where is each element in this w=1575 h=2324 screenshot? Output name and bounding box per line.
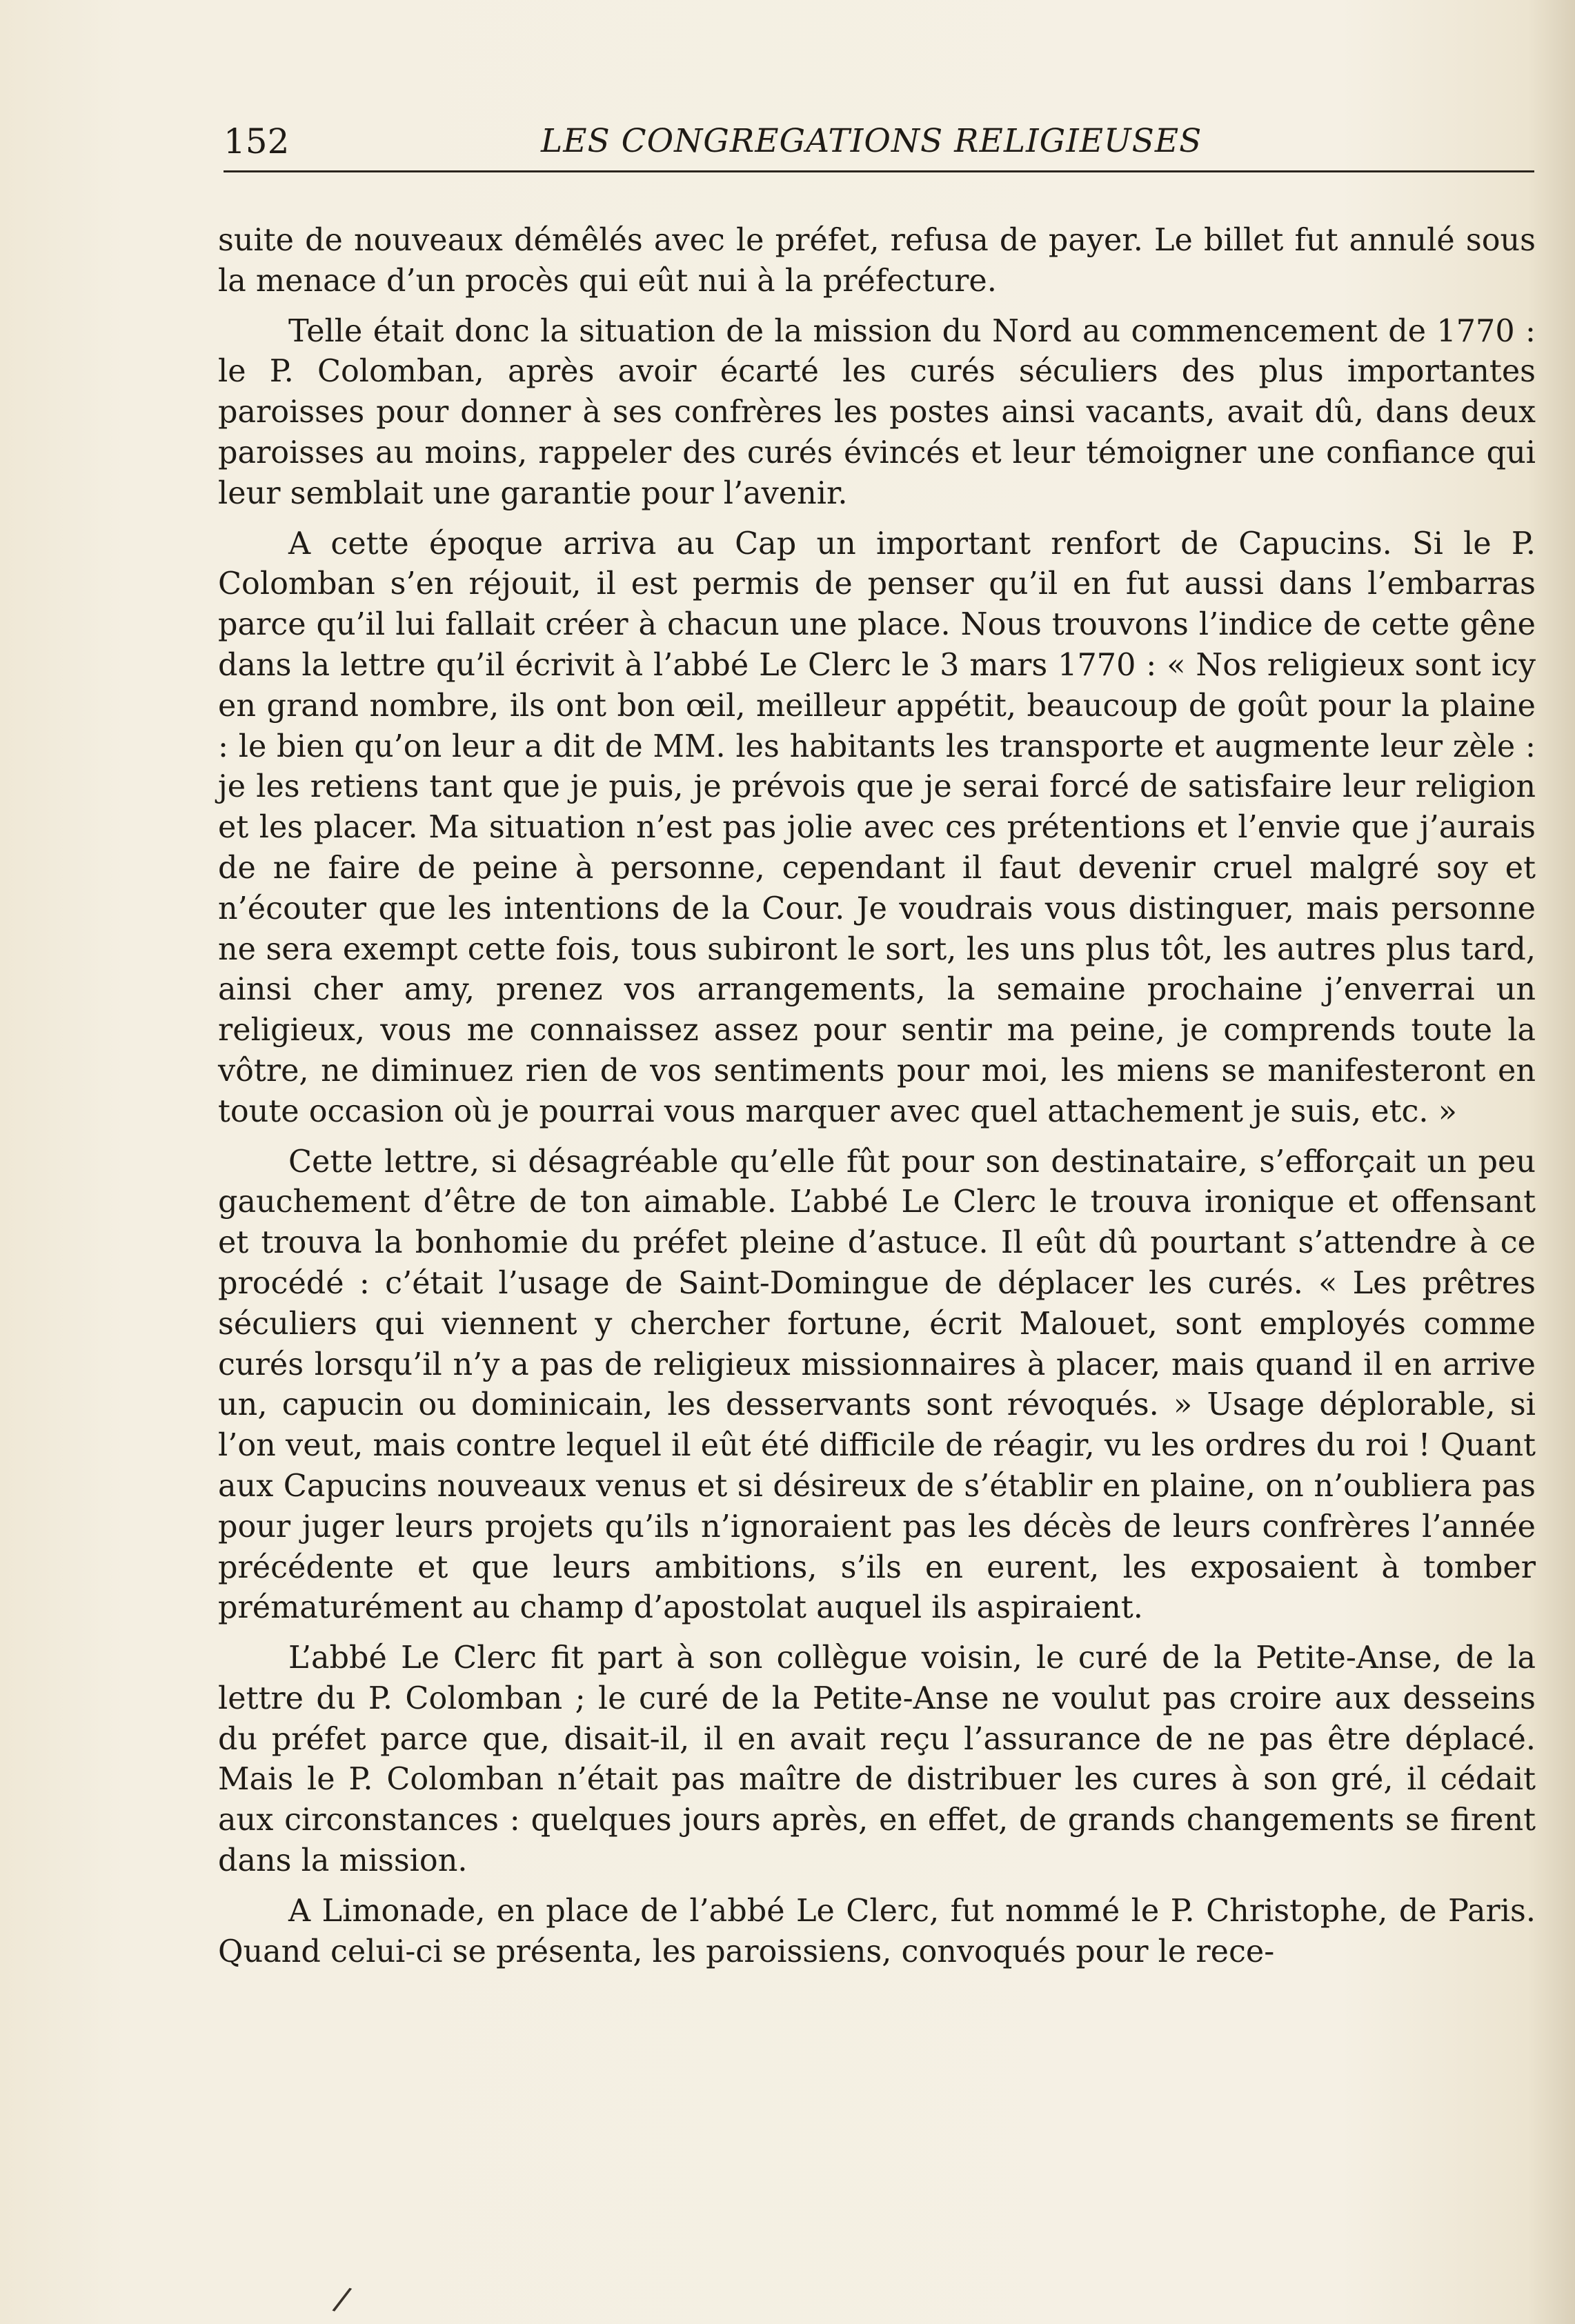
page-header	[224, 117, 1534, 166]
header-rule	[224, 170, 1534, 172]
paragraph: Cette lettre, si désagréable qu’elle fût pour son destinataire, s’efforçait un peu gauchement d’être de ton aimable. L’abbé Le Clerc le trouva ironique et offensant et trouva la bonhomie du préfet pleine d’astuce. Il eût dû pourtant s’attendre à ce procédé : c’était l’usage de Saint-Domingue de déplacer les curés. « Les prêtres séculiers qui viennent y chercher fortune, écrit Malouet, sont employés comme curés lorsqu’il n’y a pas de religieux missionnaires à placer, mais quand il en arrive un, capucin ou dominicain, les desservants sont révoqués. » Usage déplorable, si l’on veut, mais contre lequel il eût été difficile de réagir, vu les ordres du roi ! Quant aux Capucins nouveaux venus et si désireux de s’établir en plaine, on n’oubliera pas pour juger leurs projets qu’ils n’ignoraient pas les décès de leurs confrères l’année précédente et que leurs ambitions, s’ils en eurent, les exposaient à tomber prématurément au champ d’apostolat auquel ils aspiraient.	[218, 1144, 1536, 1626]
paragraph: L’abbé Le Clerc fit part à son collègue voisin, le curé de la Petite-Anse, de la lettre du P. Colomban ; le curé de la Petite-Anse ne voulut pas croire aux desseins du préfet parce que, disait-il, il en avait reçu l’assurance de ne pas être déplacé. Mais le P. Colomban n’était pas maître de distribuer les cures à son gré, il cédait aux circonstances : quelques jours après, en effet, de grands changements se firent dans la mission.	[218, 1640, 1536, 1879]
body-text	[218, 221, 1536, 1982]
paragraph-continuation: suite de nouveaux démêlés avec le préfet, refusa de payer. Le billet fut annulé sous la menace d’un procès qui eût nui à la préfecture.	[218, 223, 1536, 299]
paragraph: Telle était donc la situation de la mission du Nord au commencement de 1770 : le P. Colomban, après avoir écarté les curés séculiers des plus importantes paroisses pour donner à ses confrères les postes ainsi vacants, avait dû, dans deux paroisses au moins, rappeler des curés évincés et leur témoigner une confiance qui leur semblait une garantie pour l’avenir.	[218, 313, 1536, 511]
paragraph: A Limonade, en place de l’abbé Le Clerc, fut nommé le P. Christophe, de Paris. Quand celui-ci se présenta, les paroissiens, convoqués pour le rece-	[218, 1893, 1536, 1969]
page-number: 152	[224, 121, 290, 161]
paragraph: A cette époque arriva au Cap un important renfort de Capucins. Si le P. Colomban s’en réjouit, il est permis de penser qu’il en fut aussi dans l’embarras parce qu’il lui fallait créer à chacun une place. Nous trouvons l’indice de cette gêne dans la lettre qu’il écrivit à l’abbé Le Clerc le 3 mars 1770 : « Nos religieux sont icy en grand nombre, ils ont bon œil, meilleur appétit, beaucoup de goût pour la plaine : le bien qu’on leur a dit de MM. les habitants les transporte et augmente leur zèle : je les retiens tant que je puis, je prévois que je serai forcé de satisfaire leur religion et les placer. Ma situation n’est pas jolie avec ces prétentions et l’envie que j’aurais de ne faire de peine à personne, cependant il faut devenir cruel malgré soy et n’écouter que les intentions de la Cour. Je voudrais vous distinguer, mais personne ne sera exempt cette fois, tous subiront le sort, les uns plus tôt, les autres plus tard, ainsi cher amy, prenez vos arrangements, la semaine prochaine j’enverrai un religieux, vous me connaissez assez pour sentir ma peine, je comprends toute la vôtre, ne diminuez rien de vos sentiments pour moi, les miens se manifesteront en toute occasion où je pourrai vous marquer avec quel attachement je suis, etc. »	[218, 526, 1536, 1129]
stray-pen-mark: /	[330, 2278, 355, 2320]
running-title: LES CONGREGATIONS RELIGIEUSES	[541, 122, 1202, 160]
